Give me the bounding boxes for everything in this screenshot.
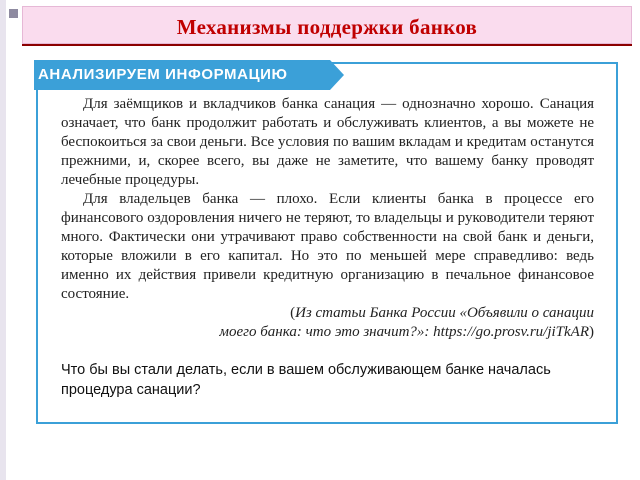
slide-left-bar xyxy=(0,0,6,480)
source-text-1: Из статьи Банка России «Объявили о санации xyxy=(295,305,594,321)
section-label: АНАЛИЗИРУЕМ ИНФОРМАЦИЮ xyxy=(38,66,288,83)
slide-title: Механизмы поддержки банков xyxy=(176,15,478,39)
discussion-question: Что бы вы стали делать, если в вашем обслуживающем банке началась процедура санации? xyxy=(61,362,551,398)
slide-title-bar xyxy=(22,6,632,44)
source-close-paren: ) xyxy=(589,324,594,340)
source-text-2: моего банка: что это значит?»: https://go.prosv.ru/jiTkAR xyxy=(219,324,589,340)
article-body xyxy=(61,95,594,342)
section-banner xyxy=(34,60,344,90)
source-line-1 xyxy=(61,304,594,323)
bullet-square-icon xyxy=(9,9,18,18)
paragraph-2: Для владельцев банка — плохо. Если клиенты банка в процессе его финансового оздоровления ничего не теряют, то владельцы и руководители теряют много. Фактически они утрачивают право собственности на свой банк и деньги, которые вложили в его капитал. Но это по меньшей мере справедливо: ведь именно их действия привели кредитную организацию в печальное финансовое состояние. xyxy=(61,191,594,302)
source-open-paren: ( xyxy=(290,305,296,321)
source-line-2 xyxy=(61,323,594,342)
source-citation xyxy=(61,304,594,342)
paragraph-1: Для заёмщиков и вкладчиков банка санация — однозначно хорошо. Санация означает, что банк продолжит работать и обслуживать клиентов, а вы можете не беспокоиться за свои деньги. Все условия по вашим вкладам и кредитам останутся прежними, и, скорее всего, вы даже не заметите, что вашему банку проводят лечебные процедуры. xyxy=(61,96,594,188)
title-underline xyxy=(22,44,632,46)
